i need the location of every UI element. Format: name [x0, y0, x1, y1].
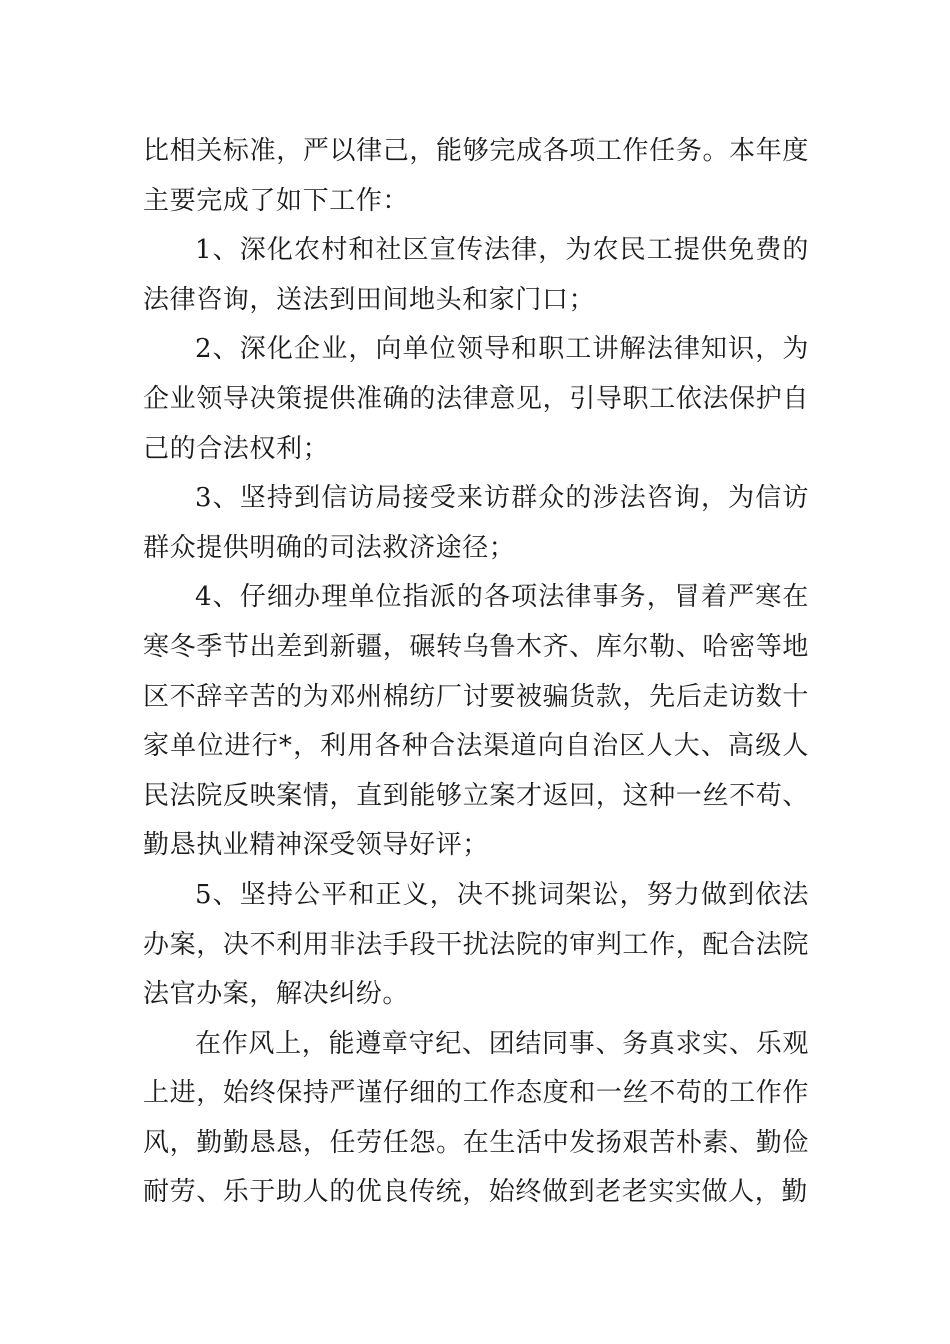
paragraph-item-3: 3、坚持到信访局接受来访群众的涉法咨询，为信访群众提供明确的司法救济途径；: [143, 483, 809, 563]
paragraph-item-2: 2、深化企业，向单位领导和职工讲解法律知识，为企业领导决策提供准确的法律意见，引导职工依法保护自己的合法权利；: [143, 334, 809, 464]
document-body: [143, 127, 809, 1218]
paragraph-intro: 比相关标准，严以律己，能够完成各项工作任务。本年度主要完成了如下工作：: [143, 136, 809, 216]
paragraph-item-4: 4、仔细办理单位指派的各项法律事务，冒着严寒在寒冬季节出差到新疆，碾转乌鲁木齐、库尔勒、哈密等地区不辞辛苦的为邓州棉纺厂讨要被骗货款，先后走访数十家单位进行*，利用各种合法渠道向自治区人大、高级人民法院反映案情，直到能够立案才返回，这种一丝不苟、勤恳执业精神深受领导好评；: [143, 582, 809, 861]
paragraph-item-5: 5、坚持公平和正义，决不挑词架讼，努力做到依法办案，决不利用非法手段干扰法院的审判工作，配合法院法官办案，解决纠纷。: [143, 879, 809, 1010]
paragraph-item-1: 1、深化农村和社区宣传法律，为农民工提供免费的法律咨询，送法到田间地头和家门口；: [143, 235, 809, 315]
paragraph-conduct: 在作风上，能遵章守纪、团结同事、务真求实、乐观上进，始终保持严谨仔细的工作态度和一丝不苟的工作作风，勤勤恳恳，任劳任怨。在生活中发扬艰苦朴素、勤俭耐劳、乐于助人的优良传统，始终做到老老实实做人，勤: [143, 1028, 809, 1208]
